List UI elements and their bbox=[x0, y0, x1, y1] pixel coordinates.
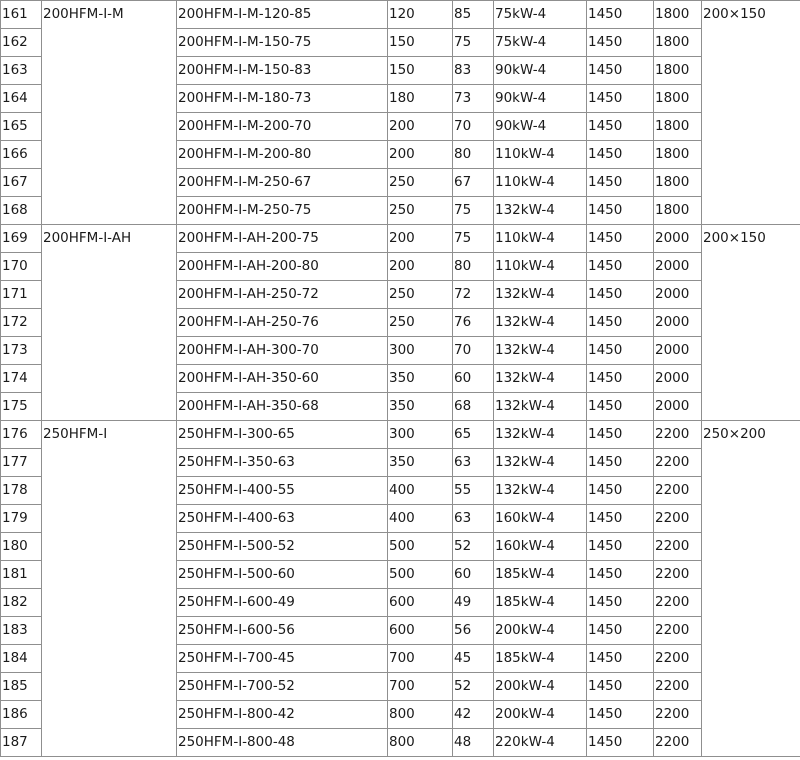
motor-cell: 90kW-4 bbox=[494, 85, 587, 113]
motor-cell: 132kW-4 bbox=[494, 197, 587, 225]
motor-cell: 132kW-4 bbox=[494, 281, 587, 309]
motor-cell: 110kW-4 bbox=[494, 253, 587, 281]
flow-cell: 250 bbox=[388, 197, 453, 225]
flow-cell: 500 bbox=[388, 533, 453, 561]
speed-cell: 1450 bbox=[587, 253, 654, 281]
table-body bbox=[1, 1, 800, 757]
row-number-cell: 185 bbox=[1, 673, 42, 701]
weight-cell: 1800 bbox=[654, 141, 702, 169]
head-cell: 70 bbox=[453, 113, 494, 141]
flow-cell: 150 bbox=[388, 57, 453, 85]
model-cell: 250HFM-I-700-45 bbox=[177, 645, 388, 673]
row-number-cell: 182 bbox=[1, 589, 42, 617]
head-cell: 85 bbox=[453, 1, 494, 29]
head-cell: 48 bbox=[453, 729, 494, 757]
row-number-cell: 181 bbox=[1, 561, 42, 589]
head-cell: 80 bbox=[453, 253, 494, 281]
head-cell: 49 bbox=[453, 589, 494, 617]
speed-cell: 1450 bbox=[587, 673, 654, 701]
speed-cell: 1450 bbox=[587, 421, 654, 449]
model-cell: 250HFM-I-400-63 bbox=[177, 505, 388, 533]
weight-cell: 1800 bbox=[654, 113, 702, 141]
series-name-cell: 200HFM-I-AH bbox=[42, 225, 177, 421]
weight-cell: 2200 bbox=[654, 477, 702, 505]
row-number-cell: 162 bbox=[1, 29, 42, 57]
flow-cell: 180 bbox=[388, 85, 453, 113]
motor-cell: 200kW-4 bbox=[494, 673, 587, 701]
motor-cell: 132kW-4 bbox=[494, 477, 587, 505]
flow-cell: 800 bbox=[388, 701, 453, 729]
model-cell: 200HFM-I-M-250-75 bbox=[177, 197, 388, 225]
head-cell: 63 bbox=[453, 505, 494, 533]
row-number-cell: 180 bbox=[1, 533, 42, 561]
motor-cell: 185kW-4 bbox=[494, 589, 587, 617]
head-cell: 45 bbox=[453, 645, 494, 673]
head-cell: 67 bbox=[453, 169, 494, 197]
model-cell: 250HFM-I-700-52 bbox=[177, 673, 388, 701]
row-number-cell: 161 bbox=[1, 1, 42, 29]
head-cell: 83 bbox=[453, 57, 494, 85]
flow-cell: 700 bbox=[388, 673, 453, 701]
motor-cell: 75kW-4 bbox=[494, 1, 587, 29]
speed-cell: 1450 bbox=[587, 505, 654, 533]
weight-cell: 2000 bbox=[654, 337, 702, 365]
speed-cell: 1450 bbox=[587, 701, 654, 729]
head-cell: 72 bbox=[453, 281, 494, 309]
motor-cell: 110kW-4 bbox=[494, 225, 587, 253]
model-cell: 250HFM-I-800-48 bbox=[177, 729, 388, 757]
speed-cell: 1450 bbox=[587, 197, 654, 225]
model-cell: 200HFM-I-M-180-73 bbox=[177, 85, 388, 113]
model-cell: 200HFM-I-AH-200-80 bbox=[177, 253, 388, 281]
row-number-cell: 166 bbox=[1, 141, 42, 169]
row-number-cell: 164 bbox=[1, 85, 42, 113]
weight-cell: 1800 bbox=[654, 85, 702, 113]
row-number-cell: 168 bbox=[1, 197, 42, 225]
speed-cell: 1450 bbox=[587, 589, 654, 617]
motor-cell: 90kW-4 bbox=[494, 113, 587, 141]
model-cell: 200HFM-I-AH-350-60 bbox=[177, 365, 388, 393]
speed-cell: 1450 bbox=[587, 533, 654, 561]
row-number-cell: 187 bbox=[1, 729, 42, 757]
model-cell: 250HFM-I-350-63 bbox=[177, 449, 388, 477]
speed-cell: 1450 bbox=[587, 617, 654, 645]
series-name-cell: 200HFM-I-M bbox=[42, 1, 177, 225]
flow-cell: 400 bbox=[388, 477, 453, 505]
flow-cell: 300 bbox=[388, 421, 453, 449]
speed-cell: 1450 bbox=[587, 393, 654, 421]
head-cell: 60 bbox=[453, 365, 494, 393]
speed-cell: 1450 bbox=[587, 309, 654, 337]
weight-cell: 2000 bbox=[654, 253, 702, 281]
head-cell: 52 bbox=[453, 533, 494, 561]
head-cell: 55 bbox=[453, 477, 494, 505]
weight-cell: 2200 bbox=[654, 561, 702, 589]
row-number-cell: 172 bbox=[1, 309, 42, 337]
speed-cell: 1450 bbox=[587, 113, 654, 141]
weight-cell: 2200 bbox=[654, 673, 702, 701]
row-number-cell: 173 bbox=[1, 337, 42, 365]
row-number-cell: 169 bbox=[1, 225, 42, 253]
row-number-cell: 177 bbox=[1, 449, 42, 477]
model-cell: 200HFM-I-M-200-70 bbox=[177, 113, 388, 141]
motor-cell: 185kW-4 bbox=[494, 561, 587, 589]
speed-cell: 1450 bbox=[587, 645, 654, 673]
motor-cell: 132kW-4 bbox=[494, 365, 587, 393]
model-cell: 200HFM-I-AH-200-75 bbox=[177, 225, 388, 253]
motor-cell: 160kW-4 bbox=[494, 505, 587, 533]
row-number-cell: 163 bbox=[1, 57, 42, 85]
outlet-size-cell: 200×150 bbox=[702, 1, 800, 225]
model-cell: 200HFM-I-AH-250-76 bbox=[177, 309, 388, 337]
speed-cell: 1450 bbox=[587, 85, 654, 113]
head-cell: 80 bbox=[453, 141, 494, 169]
weight-cell: 1800 bbox=[654, 169, 702, 197]
row-number-cell: 179 bbox=[1, 505, 42, 533]
model-cell: 200HFM-I-AH-350-68 bbox=[177, 393, 388, 421]
row-number-cell: 175 bbox=[1, 393, 42, 421]
row-number-cell: 170 bbox=[1, 253, 42, 281]
model-cell: 200HFM-I-M-120-85 bbox=[177, 1, 388, 29]
motor-cell: 132kW-4 bbox=[494, 393, 587, 421]
weight-cell: 2200 bbox=[654, 505, 702, 533]
weight-cell: 2000 bbox=[654, 309, 702, 337]
motor-cell: 132kW-4 bbox=[494, 449, 587, 477]
row-number-cell: 184 bbox=[1, 645, 42, 673]
table-row bbox=[1, 1, 800, 29]
weight-cell: 2200 bbox=[654, 729, 702, 757]
model-cell: 250HFM-I-300-65 bbox=[177, 421, 388, 449]
speed-cell: 1450 bbox=[587, 337, 654, 365]
flow-cell: 400 bbox=[388, 505, 453, 533]
head-cell: 56 bbox=[453, 617, 494, 645]
head-cell: 52 bbox=[453, 673, 494, 701]
model-cell: 200HFM-I-M-250-67 bbox=[177, 169, 388, 197]
weight-cell: 2000 bbox=[654, 281, 702, 309]
motor-cell: 110kW-4 bbox=[494, 169, 587, 197]
head-cell: 63 bbox=[453, 449, 494, 477]
flow-cell: 600 bbox=[388, 617, 453, 645]
speed-cell: 1450 bbox=[587, 57, 654, 85]
model-cell: 250HFM-I-500-60 bbox=[177, 561, 388, 589]
motor-cell: 110kW-4 bbox=[494, 141, 587, 169]
speed-cell: 1450 bbox=[587, 449, 654, 477]
speed-cell: 1450 bbox=[587, 477, 654, 505]
flow-cell: 600 bbox=[388, 589, 453, 617]
head-cell: 65 bbox=[453, 421, 494, 449]
flow-cell: 500 bbox=[388, 561, 453, 589]
row-number-cell: 174 bbox=[1, 365, 42, 393]
table-row bbox=[1, 421, 800, 449]
model-cell: 250HFM-I-500-52 bbox=[177, 533, 388, 561]
weight-cell: 2200 bbox=[654, 449, 702, 477]
flow-cell: 250 bbox=[388, 169, 453, 197]
row-number-cell: 167 bbox=[1, 169, 42, 197]
weight-cell: 1800 bbox=[654, 29, 702, 57]
row-number-cell: 183 bbox=[1, 617, 42, 645]
speed-cell: 1450 bbox=[587, 169, 654, 197]
speed-cell: 1450 bbox=[587, 729, 654, 757]
outlet-size-cell: 200×150 bbox=[702, 225, 800, 421]
weight-cell: 2000 bbox=[654, 225, 702, 253]
weight-cell: 1800 bbox=[654, 1, 702, 29]
flow-cell: 150 bbox=[388, 29, 453, 57]
weight-cell: 2200 bbox=[654, 533, 702, 561]
speed-cell: 1450 bbox=[587, 365, 654, 393]
flow-cell: 350 bbox=[388, 365, 453, 393]
model-cell: 250HFM-I-400-55 bbox=[177, 477, 388, 505]
head-cell: 76 bbox=[453, 309, 494, 337]
motor-cell: 200kW-4 bbox=[494, 701, 587, 729]
motor-cell: 132kW-4 bbox=[494, 309, 587, 337]
flow-cell: 700 bbox=[388, 645, 453, 673]
model-cell: 200HFM-I-AH-300-70 bbox=[177, 337, 388, 365]
weight-cell: 2000 bbox=[654, 393, 702, 421]
motor-cell: 132kW-4 bbox=[494, 421, 587, 449]
motor-cell: 185kW-4 bbox=[494, 645, 587, 673]
outlet-size-cell: 250×200 bbox=[702, 421, 800, 757]
head-cell: 73 bbox=[453, 85, 494, 113]
head-cell: 75 bbox=[453, 29, 494, 57]
head-cell: 42 bbox=[453, 701, 494, 729]
speed-cell: 1450 bbox=[587, 1, 654, 29]
speed-cell: 1450 bbox=[587, 141, 654, 169]
head-cell: 60 bbox=[453, 561, 494, 589]
flow-cell: 250 bbox=[388, 309, 453, 337]
row-number-cell: 171 bbox=[1, 281, 42, 309]
model-cell: 250HFM-I-600-49 bbox=[177, 589, 388, 617]
weight-cell: 1800 bbox=[654, 197, 702, 225]
weight-cell: 2000 bbox=[654, 365, 702, 393]
speed-cell: 1450 bbox=[587, 225, 654, 253]
flow-cell: 800 bbox=[388, 729, 453, 757]
flow-cell: 250 bbox=[388, 281, 453, 309]
model-cell: 200HFM-I-M-200-80 bbox=[177, 141, 388, 169]
weight-cell: 2200 bbox=[654, 617, 702, 645]
weight-cell: 2200 bbox=[654, 701, 702, 729]
motor-cell: 132kW-4 bbox=[494, 337, 587, 365]
head-cell: 68 bbox=[453, 393, 494, 421]
motor-cell: 75kW-4 bbox=[494, 29, 587, 57]
row-number-cell: 165 bbox=[1, 113, 42, 141]
row-number-cell: 186 bbox=[1, 701, 42, 729]
flow-cell: 300 bbox=[388, 337, 453, 365]
flow-cell: 120 bbox=[388, 1, 453, 29]
flow-cell: 200 bbox=[388, 253, 453, 281]
model-cell: 200HFM-I-M-150-83 bbox=[177, 57, 388, 85]
motor-cell: 160kW-4 bbox=[494, 533, 587, 561]
row-number-cell: 178 bbox=[1, 477, 42, 505]
flow-cell: 200 bbox=[388, 113, 453, 141]
table-row bbox=[1, 225, 800, 253]
weight-cell: 2200 bbox=[654, 645, 702, 673]
weight-cell: 2200 bbox=[654, 589, 702, 617]
speed-cell: 1450 bbox=[587, 29, 654, 57]
model-cell: 200HFM-I-M-150-75 bbox=[177, 29, 388, 57]
row-number-cell: 176 bbox=[1, 421, 42, 449]
flow-cell: 200 bbox=[388, 225, 453, 253]
flow-cell: 200 bbox=[388, 141, 453, 169]
head-cell: 75 bbox=[453, 225, 494, 253]
head-cell: 70 bbox=[453, 337, 494, 365]
motor-cell: 90kW-4 bbox=[494, 57, 587, 85]
model-cell: 250HFM-I-600-56 bbox=[177, 617, 388, 645]
model-cell: 200HFM-I-AH-250-72 bbox=[177, 281, 388, 309]
flow-cell: 350 bbox=[388, 449, 453, 477]
weight-cell: 1800 bbox=[654, 57, 702, 85]
speed-cell: 1450 bbox=[587, 561, 654, 589]
motor-cell: 200kW-4 bbox=[494, 617, 587, 645]
series-name-cell: 250HFM-I bbox=[42, 421, 177, 757]
motor-cell: 220kW-4 bbox=[494, 729, 587, 757]
weight-cell: 2200 bbox=[654, 421, 702, 449]
speed-cell: 1450 bbox=[587, 281, 654, 309]
head-cell: 75 bbox=[453, 197, 494, 225]
model-cell: 250HFM-I-800-42 bbox=[177, 701, 388, 729]
flow-cell: 350 bbox=[388, 393, 453, 421]
